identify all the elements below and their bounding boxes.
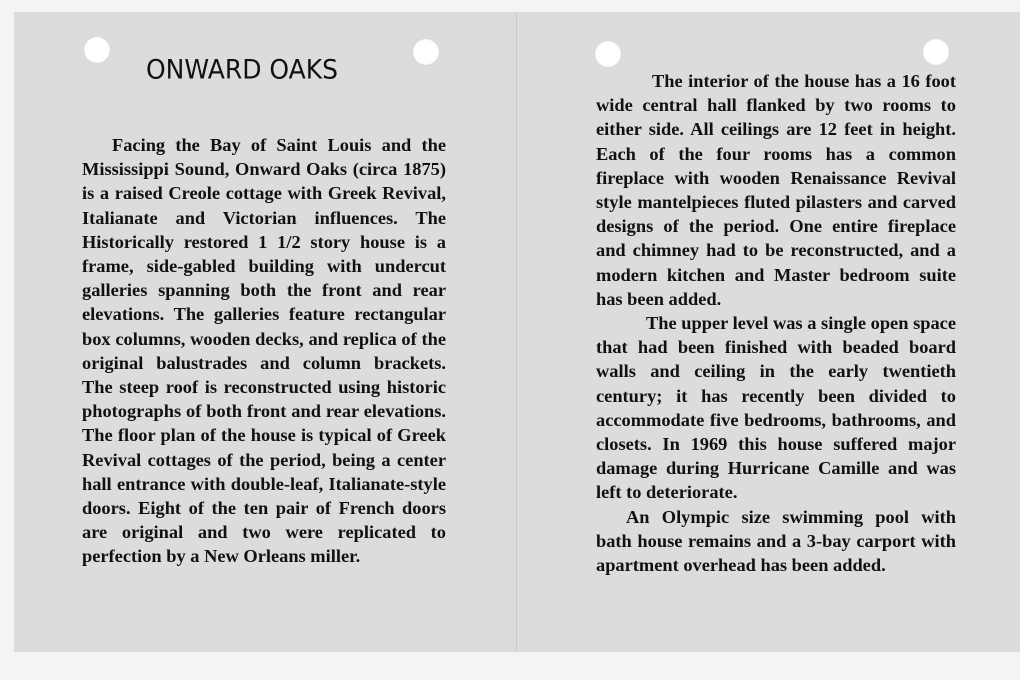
- right-page-text: [596, 69, 956, 577]
- left-page-text: [82, 133, 446, 569]
- right-paragraph-2: The upper level was a single open space that had been finished with beaded board walls and ceiling in the early twentieth century; it has recently been divided to accommodate five bedrooms, bathrooms, and closets. In 1969 this house suffered major damage during Hurricane Camille and was left to deteriorate.: [596, 313, 956, 503]
- page-title: ONWARD OAKS: [146, 54, 339, 85]
- right-paragraph-3: An Olympic size swimming pool with bath house remains and a 3-bay carport with apartment overhead has been added.: [596, 506, 956, 576]
- right-paragraph-1: The interior of the house has a 16 foot wide central hall flanked by two rooms to either side. All ceilings are 12 feet in height. Each of the four rooms has a common fireplace with wooden Renaissance Revival style mantelpieces fluted pilasters and carved designs of the period. One entire fireplace and chimney had to be reconstructed, and a modern kitchen and Master bedroom suite has been added.: [596, 71, 956, 309]
- left-paragraph: Facing the Bay of Saint Louis and the Mississippi Sound, Onward Oaks (circa 1875) is a raised Creole cottage with Greek Revival, Italianate and Victorian influences. The Historically restored 1 1/2 story house is a frame, side-gabled building with undercut galleries spanning both the front and rear elevations. The galleries feature rectangular box columns, wooden decks, and replica of the original balustrades and column brackets. The steep roof is reconstructed using historic photographs of both front and rear elevations. The floor plan of the house is typical of Greek Revival cottages of the period, being a center hall entrance with double-leaf, Italianate-style doors. Eight of the ten pair of French doors are original and two were replicated to perfection by a New Orleans miller.: [82, 135, 446, 567]
- punch-hole: [594, 40, 622, 68]
- center-fold: [516, 12, 517, 652]
- punch-hole: [412, 38, 440, 66]
- punch-hole: [83, 36, 111, 64]
- punch-hole: [922, 38, 950, 66]
